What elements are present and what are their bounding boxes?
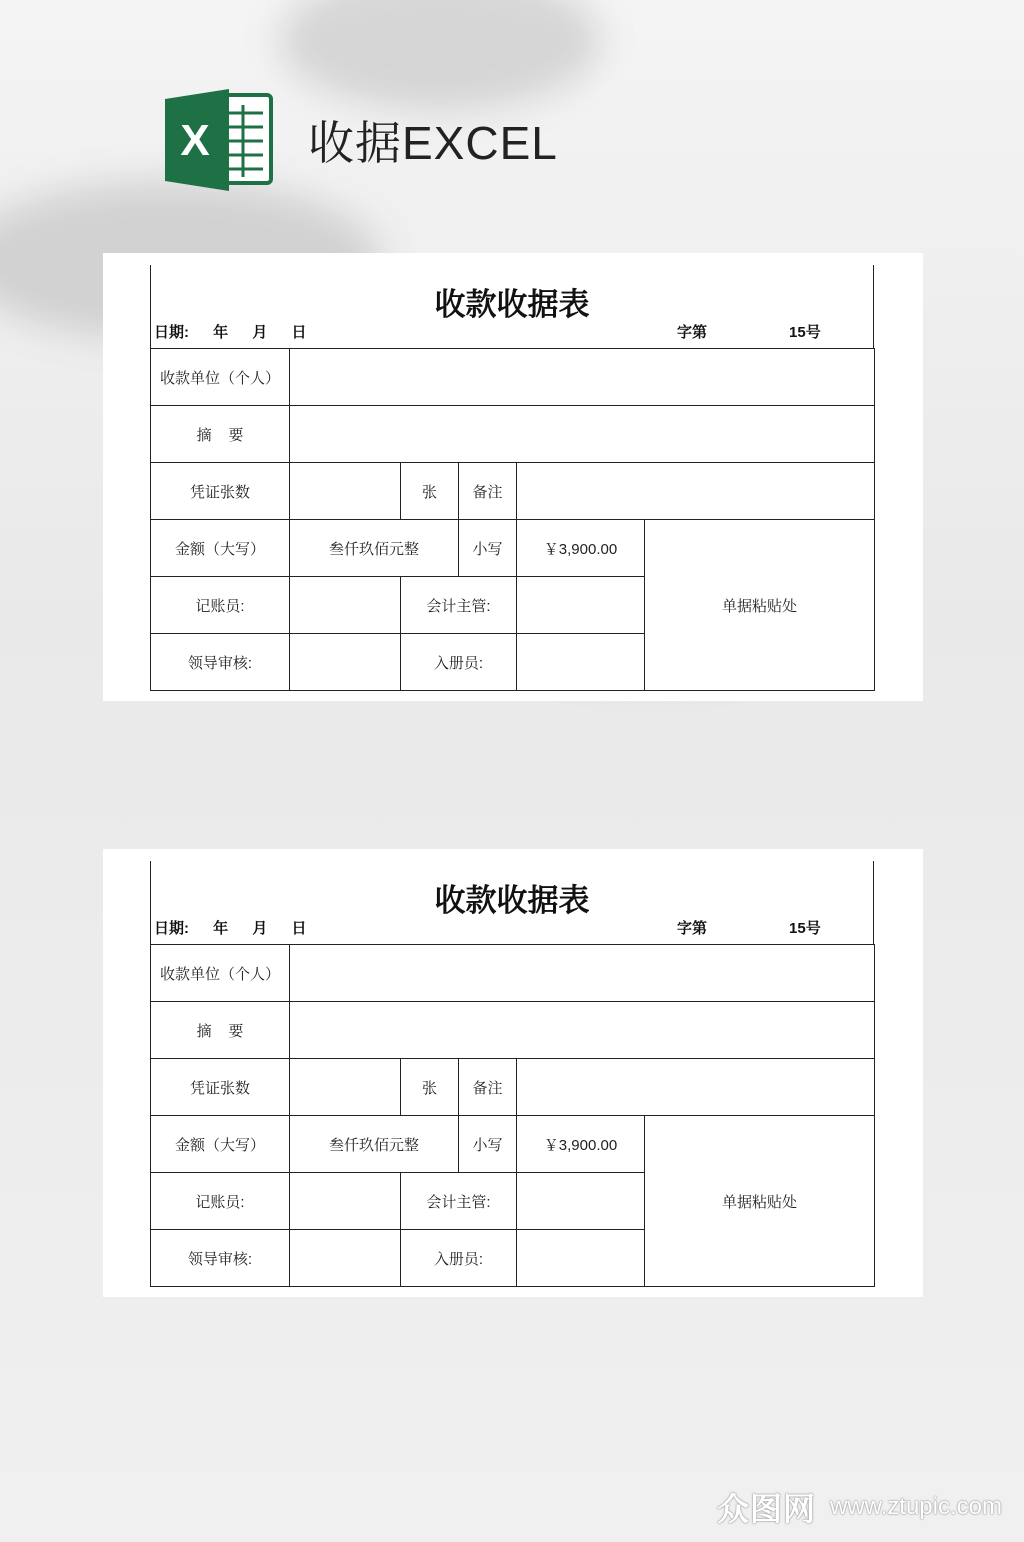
receipt-sheet-2: [103, 849, 923, 1297]
serial-line: [677, 917, 821, 938]
serial-label: 字第: [677, 324, 708, 341]
day-label: 日: [291, 920, 307, 937]
leader-review-field[interactable]: [290, 1230, 401, 1287]
amount-upper-value[interactable]: 叁仟玖佰元整: [290, 1116, 459, 1173]
watermark-logo: 众图网: [716, 1491, 816, 1527]
form-title: 收款收据表: [434, 287, 590, 322]
voucher-count-label: 凭证张数: [151, 1059, 290, 1116]
remark-label: 备注: [459, 463, 517, 520]
accounting-supervisor-field[interactable]: [517, 1173, 645, 1230]
serial-label: 字第: [677, 920, 708, 937]
voucher-count-field[interactable]: [290, 463, 401, 520]
svg-text:X: X: [180, 116, 210, 165]
leader-review-field[interactable]: [290, 634, 401, 691]
amount-upper-label: 金额（大写）: [151, 520, 290, 577]
serial-number: 15号: [789, 920, 821, 937]
summary-field[interactable]: [290, 406, 875, 463]
sheet-unit-label: 张: [401, 1059, 459, 1116]
payer-label: 收款单位（个人）: [151, 945, 290, 1002]
amount-lower-label: 小写: [459, 1116, 517, 1173]
year-label: 年: [213, 920, 229, 937]
payer-field[interactable]: [290, 945, 875, 1002]
month-label: 月: [252, 920, 268, 937]
receipt-sheet-1: [103, 253, 923, 701]
date-label: 日期:: [154, 920, 189, 937]
amount-lower-label: 小写: [459, 520, 517, 577]
remark-field[interactable]: [517, 1059, 875, 1116]
remark-field[interactable]: [517, 463, 875, 520]
register-label: 入册员:: [401, 634, 517, 691]
watermark-url: www.ztupic.com: [829, 1493, 1002, 1520]
attach-area: 单据粘贴处: [645, 1116, 875, 1287]
page-header: [165, 85, 558, 195]
accounting-supervisor-field[interactable]: [517, 577, 645, 634]
excel-icon: [165, 85, 275, 195]
summary-field[interactable]: [290, 1002, 875, 1059]
amount-upper-label: 金额（大写）: [151, 1116, 290, 1173]
accounting-supervisor-label: 会计主管:: [401, 1173, 517, 1230]
remark-label: 备注: [459, 1059, 517, 1116]
serial-line: [677, 321, 821, 342]
day-label: 日: [291, 324, 307, 341]
amount-upper-value[interactable]: 叁仟玖佰元整: [290, 520, 459, 577]
payer-field[interactable]: [290, 349, 875, 406]
leader-review-label: 领导审核:: [151, 1230, 290, 1287]
receipt-table: [150, 348, 875, 691]
month-label: 月: [252, 324, 268, 341]
date-label: 日期:: [154, 324, 189, 341]
serial-number: 15号: [789, 324, 821, 341]
bookkeeper-label: 记账员:: [151, 577, 290, 634]
voucher-count-label: 凭证张数: [151, 463, 290, 520]
bookkeeper-field[interactable]: [290, 577, 401, 634]
register-field[interactable]: [517, 634, 645, 691]
voucher-count-field[interactable]: [290, 1059, 401, 1116]
receipt-table: [150, 944, 875, 1287]
date-line: [154, 321, 327, 342]
accounting-supervisor-label: 会计主管:: [401, 577, 517, 634]
register-field[interactable]: [517, 1230, 645, 1287]
summary-label: 摘 要: [151, 1002, 290, 1059]
form-title: 收款收据表: [434, 883, 590, 918]
payer-label: 收款单位（个人）: [151, 349, 290, 406]
leader-review-label: 领导审核:: [151, 634, 290, 691]
attach-area: 单据粘贴处: [645, 520, 875, 691]
amount-lower-value[interactable]: ￥3,900.00: [517, 1116, 645, 1173]
date-line: [154, 917, 327, 938]
amount-lower-value[interactable]: ￥3,900.00: [517, 520, 645, 577]
bookkeeper-label: 记账员:: [151, 1173, 290, 1230]
register-label: 入册员:: [401, 1230, 517, 1287]
summary-label: 摘 要: [151, 406, 290, 463]
watermark: [717, 1484, 1002, 1530]
bookkeeper-field[interactable]: [290, 1173, 401, 1230]
sheet-unit-label: 张: [401, 463, 459, 520]
year-label: 年: [213, 324, 229, 341]
page-title: 收据EXCEL: [308, 117, 558, 169]
